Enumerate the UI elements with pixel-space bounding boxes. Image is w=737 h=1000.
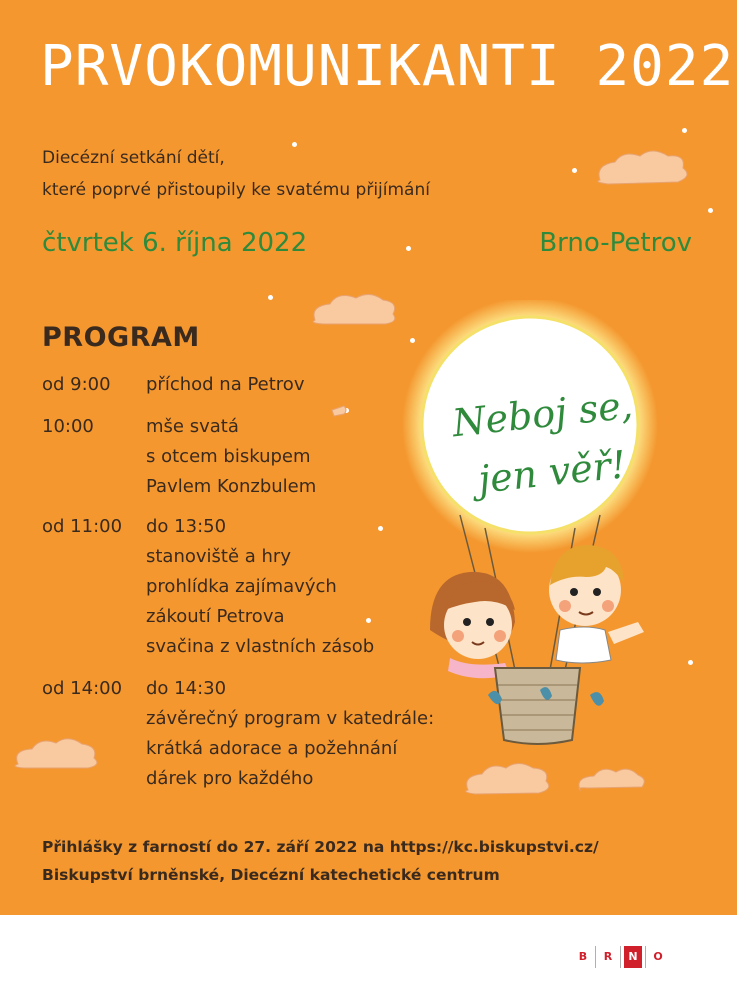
program-line: do 13:50 <box>146 516 227 537</box>
program-time: od 14:00 <box>42 678 123 699</box>
logo-separator <box>620 946 621 968</box>
program-line: Pavlem Konzbulem <box>146 476 317 497</box>
program-line: zákoutí Petrova <box>146 606 285 627</box>
program-heading: PROGRAM <box>42 322 200 353</box>
subtitle-line-1: Diecézní setkání dětí, <box>42 148 225 168</box>
balloon-illustration <box>390 300 690 760</box>
boy-figure <box>549 545 644 663</box>
program-time: od 9:00 <box>42 374 111 395</box>
logo-separator <box>645 946 646 968</box>
slogan-line-1: Neboj se, <box>450 382 635 446</box>
program-line: s otcem biskupem <box>146 446 311 467</box>
program-description <box>146 512 374 662</box>
program-line: prohlídka zajímavých <box>146 576 337 597</box>
organizer-info: Biskupství brněnské, Diecézní katechetické centrum <box>42 866 500 884</box>
registration-info: Přihlášky z farností do 27. září 2022 na https://kc.biskupstvi.cz/ <box>42 838 599 856</box>
program-line: dárek pro každého <box>146 768 314 789</box>
program-line: svačina z vlastních zásob <box>146 636 375 657</box>
logo-letter: B <box>574 946 592 968</box>
program-line: stanoviště a hry <box>146 546 291 567</box>
slogan-line-2: jen věř! <box>476 442 629 502</box>
balloon-basket <box>488 668 604 744</box>
program-line: krátká adorace a požehnání <box>146 738 398 759</box>
program-time: od 11:00 <box>42 516 123 537</box>
logo-separator <box>595 946 596 968</box>
brno-logo <box>574 946 667 968</box>
program-line: do 14:30 <box>146 678 227 699</box>
event-date: čtvrtek 6. října 2022 <box>42 228 308 258</box>
program-line: závěrečný program v katedrále: <box>146 708 435 729</box>
event-place: Brno-Petrov <box>539 228 692 258</box>
subtitle-line-2: které poprvé přistoupily ke svatému přijímání <box>42 180 430 200</box>
logo-letter: N <box>624 946 642 968</box>
program-line: příchod na Petrov <box>146 374 305 395</box>
program-time: 10:00 <box>42 416 94 437</box>
logo-letter: O <box>649 946 667 968</box>
program-line: mše svatá <box>146 416 239 437</box>
poster-title: PRVOKOMUNIKANTI 2022 <box>40 34 735 99</box>
logo-letter: R <box>599 946 617 968</box>
girl-figure <box>430 572 515 678</box>
program-description <box>146 370 304 400</box>
program-description <box>146 412 316 502</box>
